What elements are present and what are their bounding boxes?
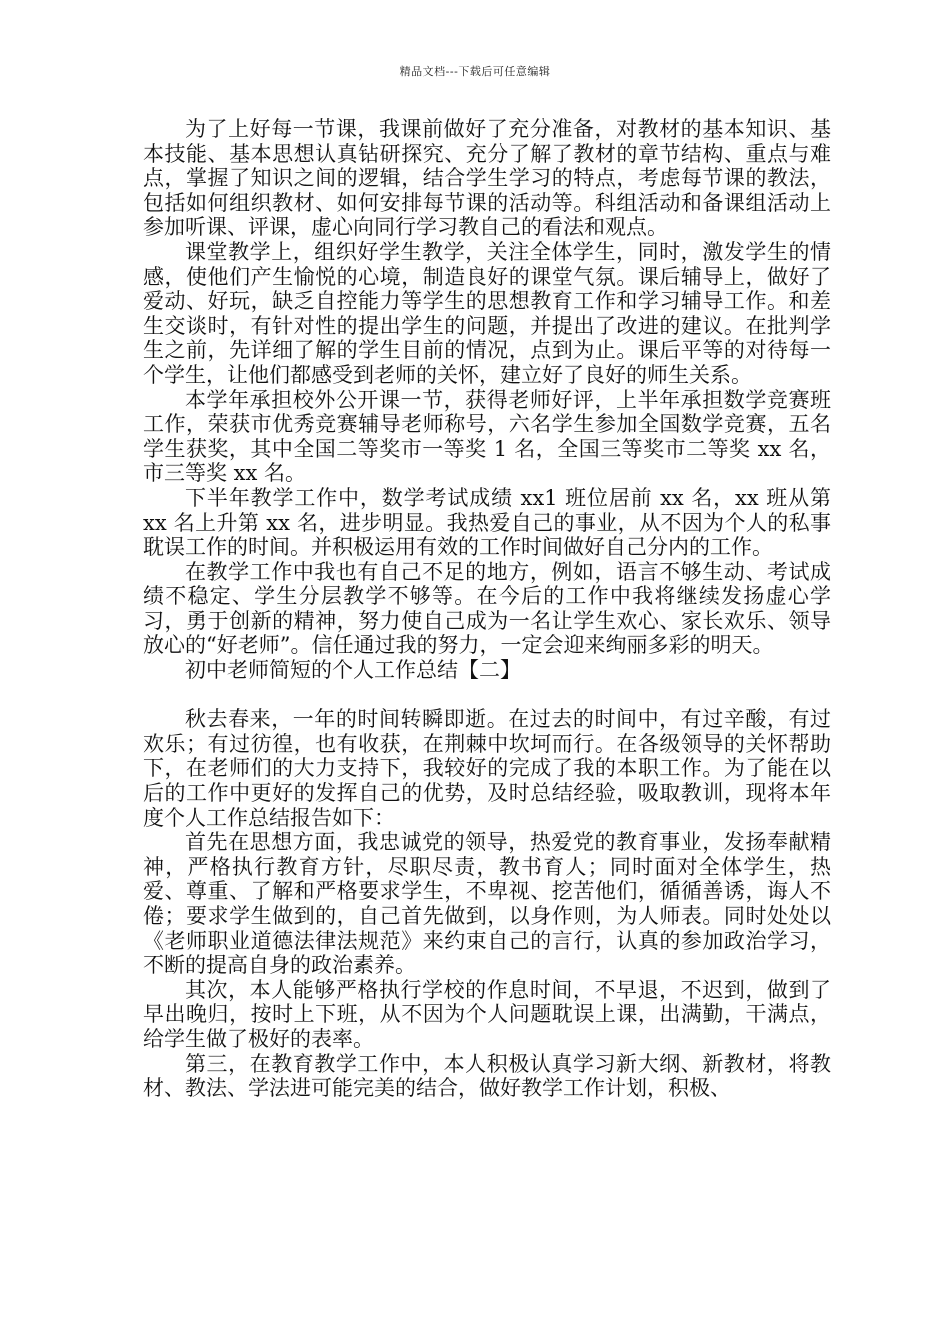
paragraph: 秋去春来，一年的时间转瞬即逝。在过去的时间中，有过辛酸，有过欢乐；有过彷徨，也有收获，在荆棘中坎坷而行。在各级领导的关怀帮助下，在老师们的大力支持下，我较好的完成了我的本职工作。为了能在以后的工作中更好的发挥自己的优势，及时总结经验，吸取教训，现将本年度个人工作总结报告如下：	[143, 707, 831, 830]
paragraph: 在教学工作中我也有自己不足的地方，例如，语言不够生动、考试成绩不稳定、学生分层教学不够等。在今后的工作中我将继续发扬虚心学习，勇于创新的精神，努力使自己成为一名让学生欢心、家长欢乐、领导放心的“好老师”。信任通过我的努力，一定会迎来绚丽多彩的明天。	[143, 559, 831, 658]
paragraph: 课堂教学上，组织好学生教学，关注全体学生，同时，激发学生的情感，使他们产生愉悦的心境，制造良好的课堂气氛。课后辅导上，做好了爱动、好玩，缺乏自控能力等学生的思想教育工作和学习辅导工作。和差生交谈时，有针对性的提出学生的问题，并提出了改进的建议。在批判学生之前，先详细了解的学生目前的情况，点到为止。课后平等的对待每一个学生，让他们都感受到老师的关怀，建立好了良好的师生关系。	[143, 239, 831, 387]
document-body	[143, 117, 831, 1101]
paragraph: 其次，本人能够严格执行学校的作息时间，不早退，不迟到，做到了早出晚归，按时上下班，从不因为个人问题耽误上课，出满勤，干满点，给学生做了极好的表率。	[143, 977, 831, 1051]
paragraph: 为了上好每一节课，我课前做好了充分准备，对教材的基本知识、基本技能、基本思想认真钻研探究、充分了解了教材的章节结构、重点与难点，掌握了知识之间的逻辑，结合学生学习的特点，考虑每节课的教法，包括如何组织教材、如何安排每节课的活动等。科组活动和备课组活动上参加听课、评课，虚心向同行学习教自己的看法和观点。	[143, 117, 831, 240]
paragraph: 本学年承担校外公开课一节，获得老师好评，上半年承担数学竞赛班工作，荣获市优秀竞赛辅导老师称号，六名学生参加全国数学竞赛，五名学生获奖，其中全国二等奖市一等奖 1 名，全国三等奖市二等奖 xx 名，市三等奖 xx 名。	[143, 387, 831, 486]
paragraph: 首先在思想方面，我忠诚党的领导，热爱党的教育事业，发扬奉献精神，严格执行教育方针，尽职尽责，教书育人；同时面对全体学生，热爱、尊重、了解和严格要求学生，不卑视、挖苦他们，循循善诱，诲人不倦；要求学生做到的，自己首先做到，以身作则，为人师表。同时处处以《老师职业道德法律法规范》来约束自己的言行，认真的参加政治学习，不断的提高自身的政治素养。	[143, 830, 831, 978]
paragraph: 第三，在教育教学工作中，本人积极认真学习新大纲、新教材，将教材、教法、学法进可能完美的结合，做好教学工作计划，积极、	[143, 1051, 831, 1101]
page-header: 精品文档---下载后可任意编辑	[399, 65, 551, 78]
section-title: 初中老师简短的个人工作总结【二】	[185, 658, 521, 683]
paragraph: 下半年教学工作中，数学考试成绩 xx1 班位居前 xx 名，xx 班从第 xx 名上升第 xx 名，进步明显。我热爱自己的事业，从不因为个人的私事耽误工作的时间。并积极运用有效的工作时间做好自己分内的工作。	[143, 485, 831, 560]
